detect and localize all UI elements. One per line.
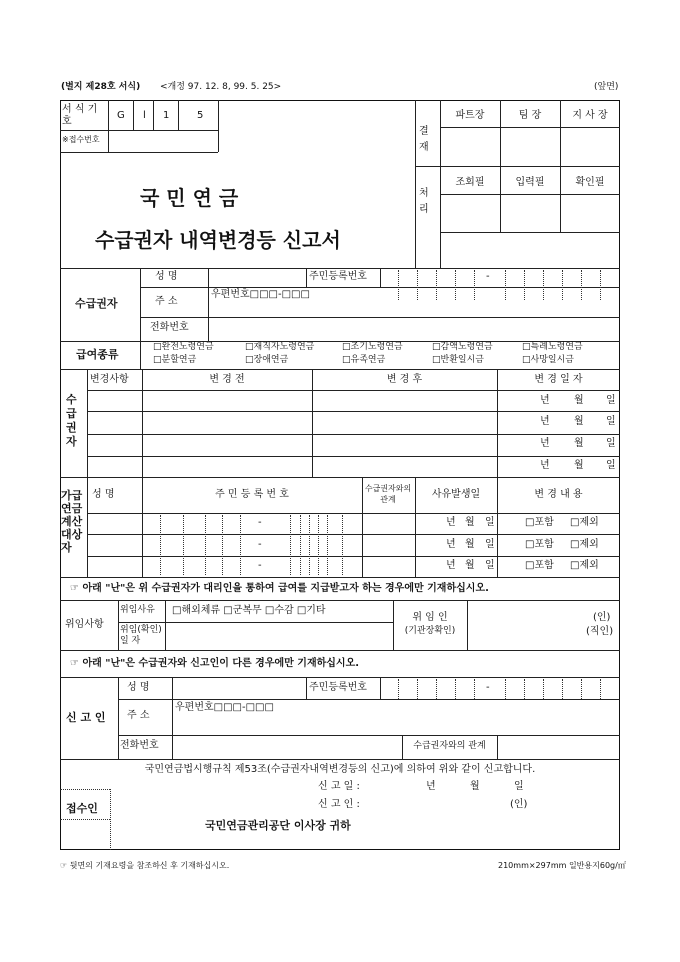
event-date-month: 월 [465, 560, 475, 571]
recipient-rrn-label: 주민등록번호 [309, 271, 367, 282]
delegation-date-label: 위임(확인) 일 자 [120, 625, 162, 646]
dependents-header-change: 변 경 내 용 [534, 489, 583, 500]
pension-type-death-lump-sum[interactable]: □사망일시금 [522, 355, 574, 365]
addressee: 국민연금관리공단 이사장 귀하 [205, 819, 351, 832]
change-date-year: 년 [540, 395, 550, 406]
reporter-relation-label: 수급권자와의 관계 [413, 741, 486, 751]
include-option[interactable]: □포함 [525, 517, 554, 528]
event-date-year: 년 [446, 517, 456, 528]
process-confirm: 확인필 [575, 177, 605, 188]
process-input: 입력필 [515, 177, 545, 188]
dependents-header-relation: 수급권자와의관계 [364, 484, 412, 504]
dependents-section-label: 가급연금계산대상자 [61, 489, 83, 554]
reporter-seal: (인) [510, 799, 528, 810]
change-date-year: 년 [540, 416, 550, 427]
delegator-sub: (기관장확인) [404, 626, 456, 636]
pension-type-split[interactable]: □분할연금 [153, 355, 197, 365]
title-pension: 국 민 연 금 [140, 186, 239, 210]
form-code-2: l [143, 110, 146, 121]
change-date-day: 일 [606, 395, 616, 406]
pension-type-survivor[interactable]: □유족연금 [342, 355, 386, 365]
changes-header-after: 변 경 후 [386, 374, 423, 385]
change-date-month: 월 [574, 395, 584, 406]
receiver-label: 접수인 [66, 802, 98, 815]
report-date-year: 년 [426, 781, 436, 792]
approval-label: 결 재 [419, 126, 429, 153]
change-date-month: 월 [574, 438, 584, 449]
changes-header-date: 변 경 일 자 [534, 374, 583, 385]
reporter-postal: 우편번호□□□-□□□ [175, 702, 274, 713]
change-date-month: 월 [574, 460, 584, 471]
report-date-day: 일 [514, 781, 524, 792]
change-date-month: 월 [574, 416, 584, 427]
approval-team-lead: 팀 장 [518, 110, 542, 121]
report-date-label: 신 고 일 : [318, 781, 360, 792]
delegation-reasons[interactable]: □해외체류 □군복무 □수감 □기타 [172, 605, 326, 616]
change-date-day: 일 [606, 460, 616, 471]
event-date-day: 일 [485, 517, 495, 528]
recipient-phone-label: 전화번호 [150, 322, 189, 333]
dependents-header-name: 성 명 [92, 489, 115, 500]
report-date-month: 월 [470, 781, 480, 792]
receipt-number-label: ※접수번호 [62, 135, 100, 144]
event-date-month: 월 [465, 539, 475, 550]
pension-type-early-old-age[interactable]: □조기노령연금 [342, 342, 403, 352]
statement-text: 국민연금법시행규칙 제53조(수급권자내역변경등의 신고)에 의하여 위와 같이 신고합니다. [144, 764, 536, 775]
form-code-4: 5 [197, 110, 204, 121]
recipient-name-label: 성 명 [155, 271, 178, 282]
exclude-option[interactable]: □제외 [570, 560, 599, 571]
form-code-3: 1 [163, 110, 170, 121]
reporter-section-label: 신 고 인 [66, 711, 106, 724]
form-code-label: 서 식 기 호 [62, 104, 98, 127]
revision-date: <개정 97. 12. 8, 99. 5. 25> [160, 82, 282, 92]
delegate-note: ☞ 아래 "난"은 위 수급권자가 대리인을 통하여 급여를 지급받고자 하는 경우에만 기재하십시오. [70, 583, 489, 594]
delegator-label: 위 임 인 [412, 612, 448, 623]
reporter-rrn-label: 주민등록번호 [309, 682, 367, 693]
delegation-label: 위임사항 [65, 619, 104, 630]
dependents-header-rrn: 주 민 등 록 번 호 [215, 489, 289, 500]
reporter-note: ☞ 아래 "난"은 수급권자와 신고인이 다른 경우에만 기재하십시오. [70, 658, 360, 669]
pension-type-label: 급여종류 [76, 348, 119, 361]
change-date-year: 년 [540, 438, 550, 449]
changes-section-label: 수급권자 [66, 393, 77, 448]
reporter-address-label: 주 소 [127, 710, 150, 721]
title-form-name: 수급권자 내역변경등 신고서 [95, 228, 341, 252]
delegator-official-seal: (직인) [586, 626, 614, 637]
reporter-phone-label: 전화번호 [120, 740, 159, 751]
include-option[interactable]: □포함 [525, 539, 554, 550]
recipient-section-label: 수급권자 [75, 297, 118, 310]
recipient-postal: 우편번호□□□-□□□ [211, 289, 310, 300]
dependents-header-event-date: 사유발생일 [431, 489, 481, 500]
footer-note: ☞ 뒷면의 기재요령을 참조하신 후 기재하십시오. [60, 861, 230, 870]
pension-type-refund-lump-sum[interactable]: □반환일시금 [432, 355, 484, 365]
pension-type-reduced-old-age[interactable]: □감액노령연금 [432, 342, 493, 352]
pension-type-complete-old-age[interactable]: □완전노령연금 [153, 342, 214, 352]
pension-type-special-old-age[interactable]: □특례노령연금 [522, 342, 583, 352]
reporter-name-label: 성 명 [127, 682, 150, 693]
event-date-year: 년 [446, 560, 456, 571]
approval-part-lead: 파트장 [455, 110, 485, 121]
changes-header-item: 변경사항 [90, 374, 129, 385]
pension-type-disability[interactable]: □장애연금 [245, 355, 289, 365]
exclude-option[interactable]: □제외 [570, 539, 599, 550]
event-date-day: 일 [485, 539, 495, 550]
reporter-sign-label: 신 고 인 : [318, 799, 360, 810]
event-date-day: 일 [485, 560, 495, 571]
recipient-address-label: 주 소 [155, 296, 178, 307]
changes-header-before: 변 경 전 [209, 374, 245, 385]
change-date-day: 일 [606, 416, 616, 427]
process-label: 처 리 [419, 188, 429, 215]
approval-branch-head: 지 사 장 [572, 110, 608, 121]
paper-spec: 210mm×297mm 일반용지60g/㎡ [498, 861, 626, 870]
pension-type-working-old-age[interactable]: □재직자노령연금 [245, 342, 315, 352]
delegation-reason-label: 위임사유 [120, 605, 155, 615]
form-number: (별지 제28호 서식) [61, 82, 141, 92]
form-frame [60, 100, 620, 850]
process-inquiry: 조회필 [455, 177, 485, 188]
event-date-month: 월 [465, 517, 475, 528]
event-date-year: 년 [446, 539, 456, 550]
change-date-day: 일 [606, 438, 616, 449]
change-date-year: 년 [540, 460, 550, 471]
page-side: (앞면) [594, 82, 619, 92]
delegator-seal: (인) [593, 612, 611, 623]
include-option[interactable]: □포함 [525, 560, 554, 571]
form-code-1: G [117, 110, 125, 121]
exclude-option[interactable]: □제외 [570, 517, 599, 528]
